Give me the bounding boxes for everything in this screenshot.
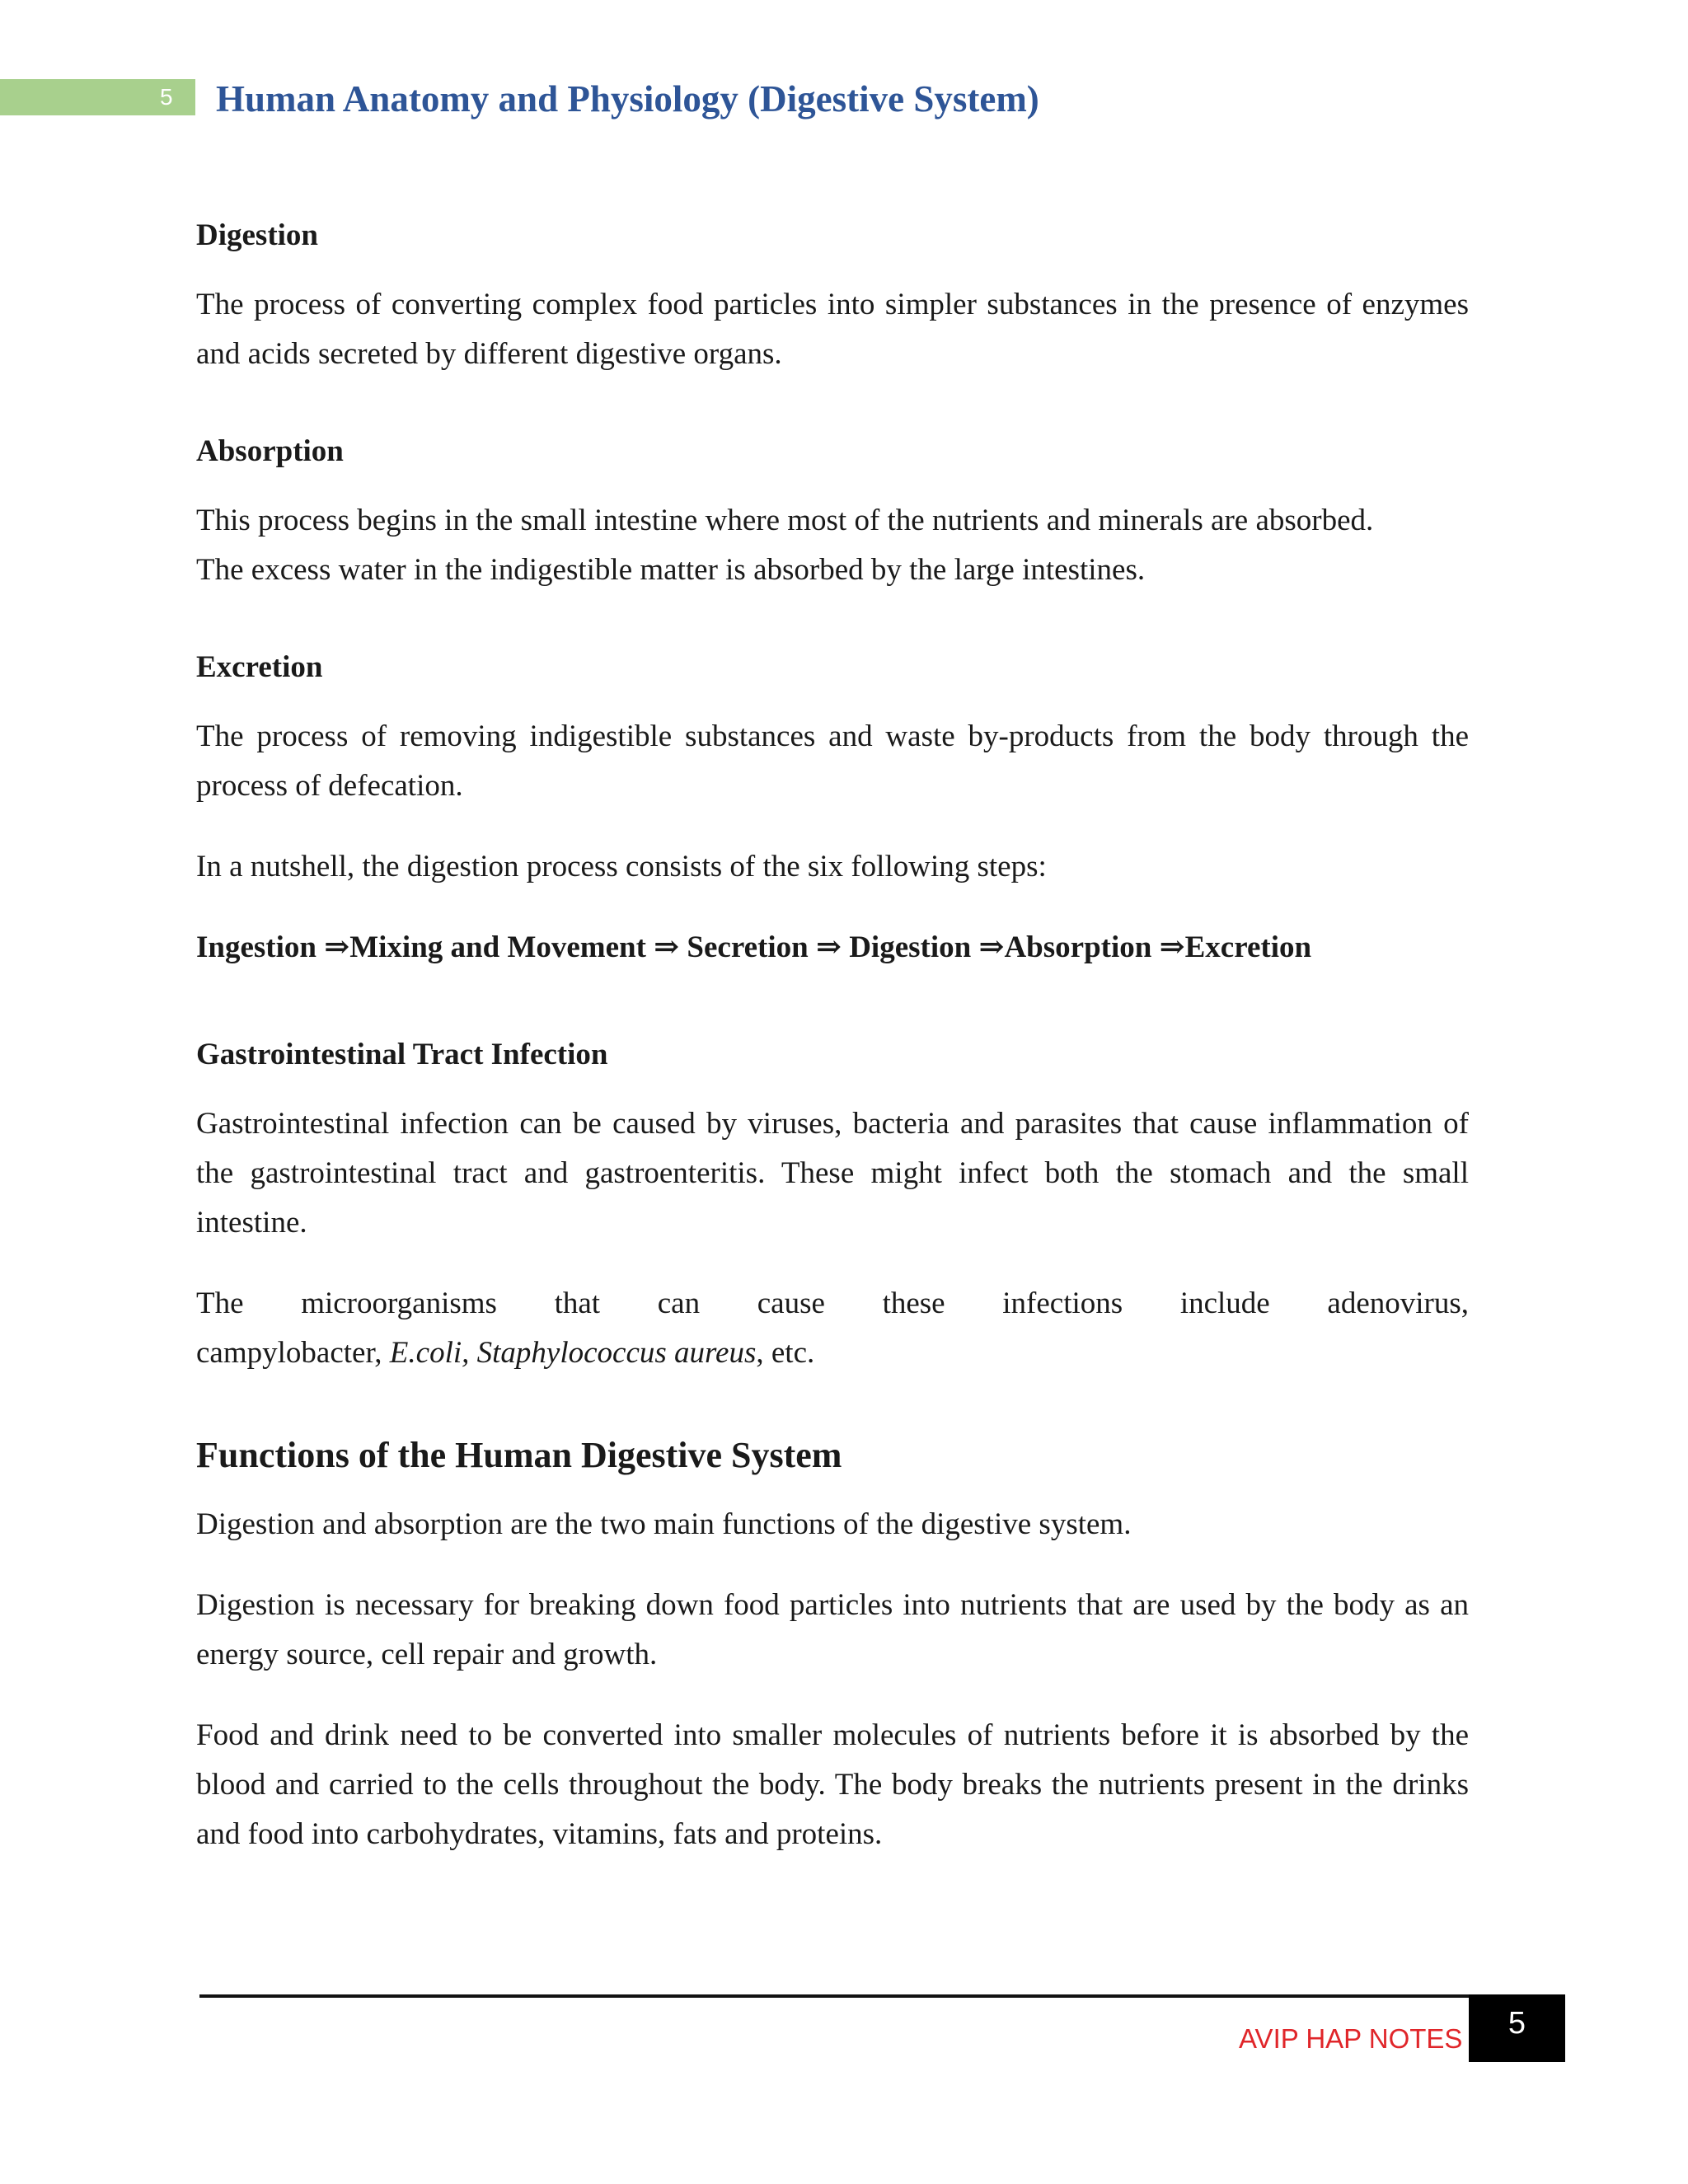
microorganisms-text: campylobacter,	[196, 1336, 390, 1370]
footer-label: AVIP HAP NOTES	[1239, 2023, 1463, 2054]
heading-gi-infection: Gastrointestinal Tract Infection	[196, 1038, 608, 1071]
heading-functions: Functions of the Human Digestive System	[196, 1435, 842, 1475]
paragraph-functions-1: Digestion and absorption are the two main functions of the digestive system.	[196, 1507, 1132, 1541]
paragraph-gi-infection: Gastrointestinal infection can be caused by viruses, bacteria and parasites that cause inflammation of the gastrointestinal tract and gastroenteritis. These might infect both the stomach and the small intestine.	[196, 1107, 1469, 1240]
paragraph-microorganisms	[196, 1279, 1469, 1378]
heading-digestion: Digestion	[196, 218, 318, 252]
microorganisms-line1: The microorganisms that can cause these infections include adenovirus,	[196, 1286, 1469, 1320]
microorganisms-line2	[196, 1336, 814, 1370]
digestion-steps-flow: Ingestion ⇒Mixing and Movement ⇒ Secretion ⇒ Digestion ⇒Absorption ⇒Excretion	[196, 930, 1312, 964]
paragraph-nutshell: In a nutshell, the digestion process consists of the six following steps:	[196, 850, 1047, 883]
footer-divider	[199, 1994, 1469, 1998]
heading-absorption: Absorption	[196, 434, 344, 468]
heading-excretion: Excretion	[196, 650, 323, 684]
page-title: Human Anatomy and Physiology (Digestive System)	[216, 78, 1039, 120]
footer-page-number: 5	[1469, 1994, 1565, 2062]
paragraph-functions-3: Food and drink need to be converted into smaller molecules of nutrients before it is absorbed by the blood and carried to the cells throughout the body. The body breaks the nutrients present in the drinks and food into carbohydrates, vitamins, fats and proteins.	[196, 1718, 1469, 1851]
paragraph-functions-2: Digestion is necessary for breaking down food particles into nutrients that are used by the body as an energy source, cell repair and growth.	[196, 1588, 1469, 1671]
microorganisms-etc: , etc.	[756, 1336, 815, 1370]
header-page-number: 5	[160, 84, 173, 110]
paragraph-absorption-line2: The excess water in the indigestible matter is absorbed by the large intestines.	[196, 553, 1146, 587]
microorganisms-species: E.coli, Staphylococcus aureus	[389, 1336, 757, 1370]
paragraph-absorption-line1: This process begins in the small intestine where most of the nutrients and minerals are absorbed.	[196, 504, 1374, 537]
paragraph-digestion: The process of converting complex food particles into simpler substances in the presence of enzymes and acids secreted by different digestive organs.	[196, 288, 1469, 371]
paragraph-excretion: The process of removing indigestible substances and waste by-products from the body through the process of defecation.	[196, 719, 1469, 803]
